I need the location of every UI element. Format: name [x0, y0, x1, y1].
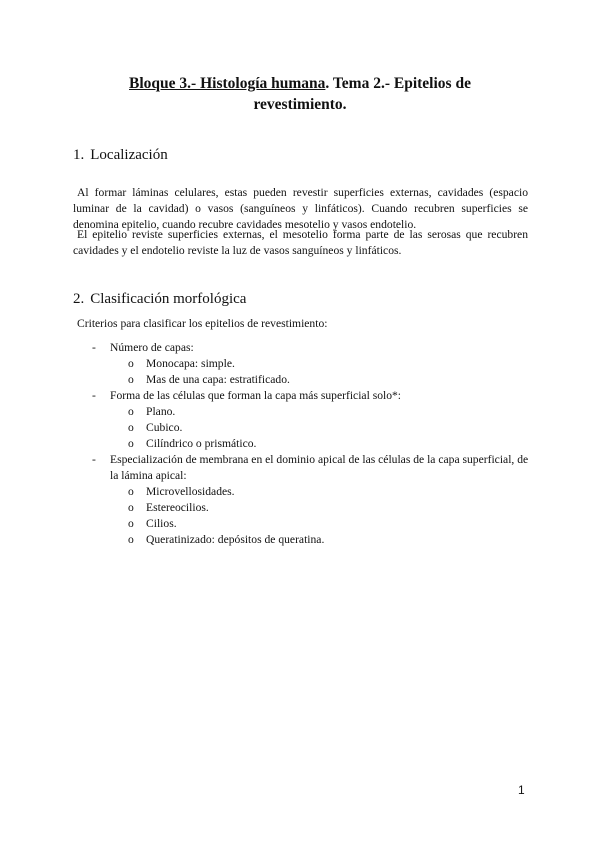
sub-item-text: Queratinizado: depósitos de queratina. — [146, 533, 325, 546]
paragraph-1-text: Al formar láminas celulares, estas pueden revestir superficies externas, cavidades (espacio luminar de la cavidad) o vasos (sanguíneos y linfáticos). Cuando recubren superficies se denomina epitelio, cuando recubre cavidades mesotelio y vasos endotelio. — [73, 186, 528, 231]
sub-item-text: Plano. — [146, 405, 176, 418]
sub-item-text: Mas de una capa: estratificado. — [146, 373, 290, 386]
bullet-marker: o — [128, 421, 134, 434]
bullet-marker: o — [128, 501, 134, 514]
paragraph-2-text: El epitelio reviste superficies externas, el mesotelio forma parte de las serosas que recubren cavidades y el endotelio reviste la luz de vasos sanguíneos y linfáticos. — [73, 228, 528, 257]
section-1-paragraph-1 — [73, 185, 528, 233]
sub-item-text: Microvellosidades. — [146, 485, 235, 498]
section-1-heading — [73, 146, 168, 164]
bullet-marker: o — [128, 373, 134, 386]
page-number: 1 — [518, 783, 525, 797]
section-1-paragraph-2 — [73, 227, 528, 259]
criterion-label: Especialización de membrana en el dominio apical de las células de la capa superficial, de la lámina apical: — [110, 453, 529, 482]
title-underlined-part: Bloque 3.- Histología humana — [129, 75, 326, 92]
sub-item-text: Monocapa: simple. — [146, 357, 235, 370]
sub-item-text: Cubico. — [146, 421, 183, 434]
section-2-title: Clasificación morfológica — [90, 291, 247, 307]
sub-item-text: Cilíndrico o prismático. — [146, 437, 257, 450]
sub-item-text: Estereocilios. — [146, 501, 209, 514]
section-2-heading — [73, 290, 246, 308]
title-line-2: revestimiento. — [253, 96, 347, 113]
bullet-marker: o — [128, 437, 134, 450]
dash-marker: - — [92, 341, 96, 354]
criterion-label: Número de capas: — [110, 341, 194, 354]
bullet-marker: o — [128, 405, 134, 418]
bullet-marker: o — [128, 533, 134, 546]
bullet-marker: o — [128, 485, 134, 498]
bullet-marker: o — [128, 357, 134, 370]
dash-marker: - — [92, 389, 96, 402]
section-2-intro: Criterios para clasificar los epitelios de revestimiento: — [77, 317, 328, 330]
section-1-number: 1. — [73, 147, 85, 163]
section-2-number: 2. — [73, 291, 85, 307]
bullet-marker: o — [128, 517, 134, 530]
sub-item-text: Cilios. — [146, 517, 177, 530]
document-title — [80, 73, 520, 115]
dash-marker: - — [92, 453, 96, 466]
title-rest: . Tema 2.- Epitelios de — [325, 75, 471, 92]
criterion-label: Forma de las células que forman la capa más superficial solo*: — [110, 389, 402, 402]
section-1-title: Localización — [90, 147, 168, 163]
